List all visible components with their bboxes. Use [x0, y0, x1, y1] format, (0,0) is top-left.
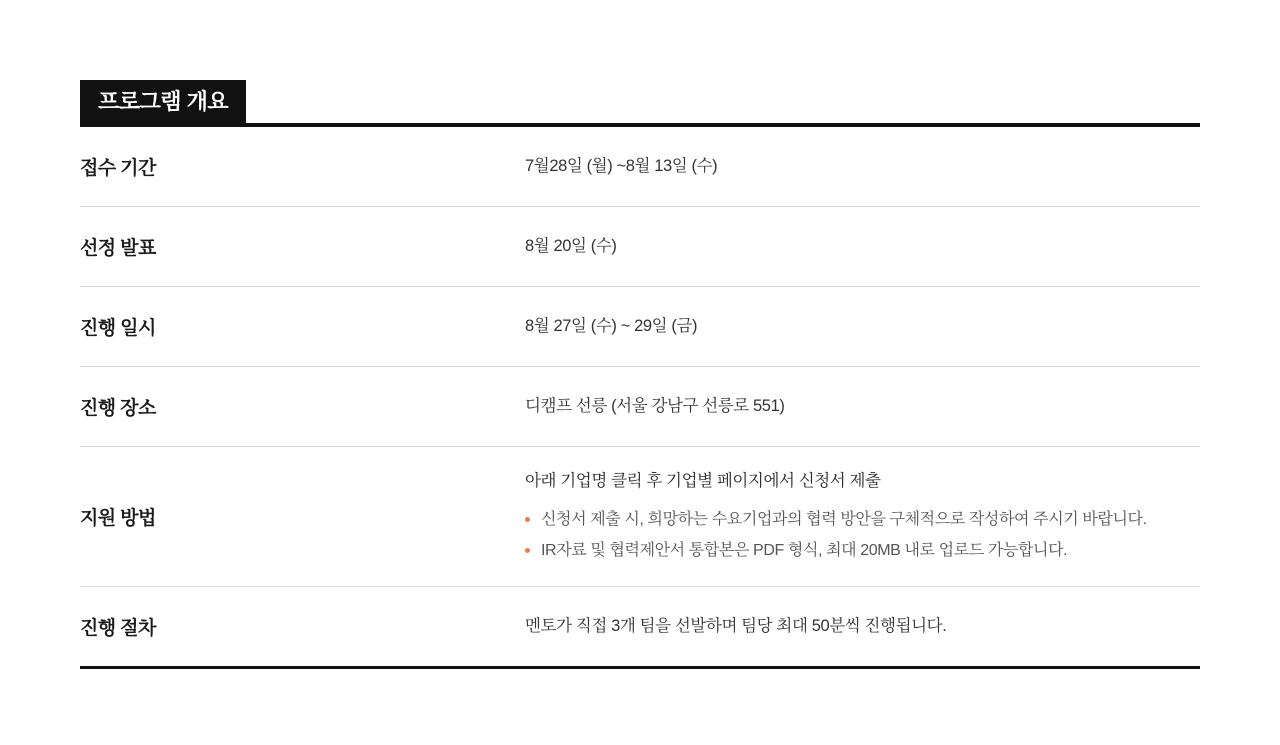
how-to-apply-lead: 아래 기업명 클릭 후 기업별 페이지에서 신청서 제출 [525, 472, 881, 491]
row-label-event-date: 진행 일시 [80, 318, 156, 340]
row-value-event-date: 8월 27일 (수) ~ 29일 (금) [525, 316, 698, 335]
program-overview-table [80, 127, 1200, 669]
list-item [525, 538, 1181, 564]
section-heading [80, 80, 246, 123]
row-label-how-to-apply: 지원 방법 [80, 508, 156, 530]
row-value-process: 멘토가 직접 3개 팀을 선발하며 팀당 최대 50분씩 진행됩니다. [525, 616, 947, 635]
list-item-text: 신청서 제출 시, 희망하는 수요기업과의 협력 방안을 구체적으로 작성하여 주시기 바랍니다. [541, 510, 1147, 528]
table-row [80, 127, 1200, 207]
row-label-application-period: 접수 기간 [80, 158, 156, 180]
row-value-how-to-apply [525, 447, 1200, 587]
table-row [80, 287, 1200, 367]
page-title: 프로그램 개요 [80, 80, 246, 123]
list-item-text: IR자료 및 협력제안서 통합본은 PDF 형식, 최대 20MB 내로 업로드 가능합니다. [541, 542, 1068, 560]
table-row [80, 207, 1200, 287]
table-row [80, 367, 1200, 447]
row-label-venue: 진행 장소 [80, 398, 156, 420]
bullet-dot-icon [525, 548, 530, 553]
table-row [80, 447, 1200, 587]
row-value-venue: 디캠프 선릉 (서울 강남구 선릉로 551) [525, 396, 785, 415]
row-label-announcement: 선정 발표 [80, 238, 156, 260]
how-to-apply-bullet-list [525, 507, 1200, 564]
program-overview-section [80, 80, 1200, 669]
table-row [80, 586, 1200, 667]
bullet-dot-icon [525, 517, 530, 522]
row-value-application-period: 7월28일 (월) ~8월 13일 (수) [525, 156, 718, 175]
list-item [525, 507, 1181, 533]
row-label-process: 진행 절차 [80, 617, 156, 639]
row-value-announcement: 8월 20일 (수) [525, 236, 617, 255]
